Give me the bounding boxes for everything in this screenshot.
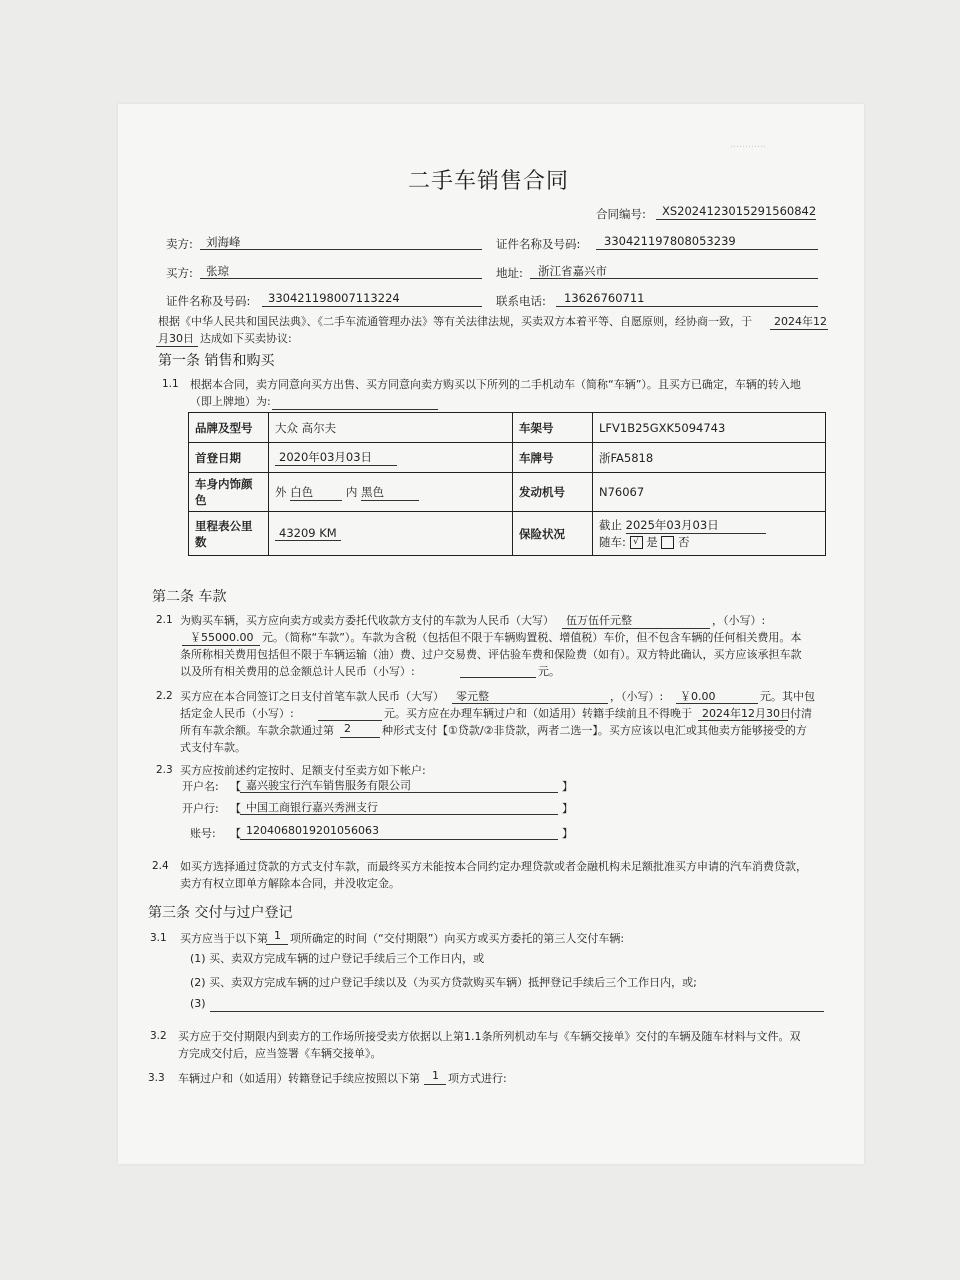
clause-2-2-num: 2.2 (156, 690, 173, 702)
clause-2-3-num: 2.3 (156, 764, 173, 776)
clause-3-1-l1a: 买方应当于以下第 (180, 932, 268, 945)
bank-label: 开户行: (182, 802, 219, 815)
clause-2-1-total-underline (460, 677, 536, 678)
clause-3-2-num: 3.2 (150, 1030, 167, 1042)
account-no-label: 账号: (190, 827, 216, 840)
engine-value: N76067 (593, 473, 826, 512)
no-checkbox[interactable] (661, 536, 674, 549)
date1-underline (770, 329, 828, 330)
bank-lbracket: 【 (230, 802, 241, 815)
address-value: 浙江省嘉兴市 (538, 264, 607, 278)
yes-check-mark: √ (633, 537, 639, 547)
seller-id-value: 330421197808053239 (604, 234, 736, 248)
deadline-underline (698, 720, 788, 721)
mileage-value: 43209 KM (275, 526, 341, 541)
address-label: 地址: (496, 266, 523, 280)
date2-underline (156, 346, 198, 347)
outer-color-value: 白色 (290, 484, 342, 501)
account-no-rbracket: 】 (562, 827, 573, 840)
seller-id-label: 证件名称及号码: (496, 237, 581, 251)
reg-date-value: 2020年03月03日 (275, 449, 397, 466)
yes-checkbox[interactable] (630, 536, 643, 549)
contract-no-label: 合同编号: (596, 207, 646, 221)
clause-2-1-small: ￥55000.00 (190, 631, 254, 644)
section3-title: 第三条 交付与过户登记 (148, 905, 293, 921)
clause-2-2-small-underline (676, 703, 758, 704)
seller-id-underline (596, 249, 818, 250)
clause-2-4-num: 2.4 (152, 860, 169, 872)
clause-3-1-option3: (3) (190, 997, 206, 1010)
mileage-label: 里程表公里数 (189, 512, 269, 556)
clause-3-1-opt-underline (266, 944, 288, 945)
account-name-value: 嘉兴骏宝行汽车销售服务有限公司 (246, 779, 411, 792)
clause-3-3-l1a: 车辆过户和（如适用）转籍登记手续应按照以下第 (178, 1072, 420, 1085)
clause-2-2-deadline: 2024年12月30日 (702, 707, 791, 720)
account-no-underline (240, 839, 558, 840)
clause-1-1-line2: （即上牌地）为: (190, 395, 271, 408)
with-car-label: 随车: (599, 535, 626, 549)
buyer-id-label: 证件名称及号码: (166, 294, 251, 308)
vin-label: 车架号 (513, 413, 593, 443)
bank-value: 中国工商银行嘉兴秀洲支行 (246, 801, 378, 814)
deposit-underline (318, 720, 382, 721)
clause-2-2-l3b: 种形式支付【①贷款/②非贷款，两者二选一】。买方应该以电汇或其他卖方能够接受的方 (382, 724, 807, 737)
section2-title: 第二条 车款 (152, 589, 227, 605)
clause-2-2-l3a: 所有车款余额。车款余款通过第 (180, 724, 334, 737)
clause-3-3-num: 3.3 (148, 1072, 165, 1084)
buyer-value: 张琼 (206, 264, 229, 278)
color-label: 车身内饰颜色 (189, 473, 269, 512)
page-title: 二手车销售合同 (408, 169, 570, 194)
buyer-label: 买方: (166, 266, 193, 280)
clause-2-4-l1: 如买方选择通过贷款的方式支付车款，而最终买方未能按本合同约定办理贷款或者金融机构未足额批准买方申请的汽车消费贷款， (180, 860, 807, 873)
clause-2-1-l1a: 为购买车辆，买方应向卖方或卖方委托代收款方支付的车款为人民币（大写） (180, 614, 554, 627)
payment-option-underline (340, 737, 380, 738)
insurance-label: 保险状况 (513, 512, 593, 556)
clause-3-3-opt: 1 (432, 1069, 439, 1082)
brand-value: 大众 高尔夫 (269, 413, 513, 443)
clause-3-1-option1: (1) 买、卖双方完成车辆的过户登记手续后三个工作日内，或 (190, 952, 485, 965)
phone-value: 13626760711 (564, 291, 645, 305)
account-no-value: 1204068019201056063 (246, 824, 379, 837)
clause-2-1-l4a: 以及所有相关费用的总金额总计人民币（小写）: (180, 665, 415, 678)
clause-3-1-option2: (2) 买、卖双方完成车辆的过户登记手续以及（为买方贷款购买车辆）抵押登记手续后三个工作日内，或; (190, 976, 697, 989)
clause-2-2-opt: 2 (344, 722, 351, 735)
plate-label: 车牌号 (513, 443, 593, 473)
inner-color-label: 内 (345, 484, 358, 499)
clause-2-1-upper: 伍万伍仟元整 (566, 614, 632, 627)
plate-value: 浙FA5818 (593, 443, 826, 473)
clause-2-2-small: ￥0.00 (680, 690, 716, 703)
clause-3-1-l1b: 项所确定的时间（“交付期限”）向买方或买方委托的第三人交付车辆: (290, 932, 625, 945)
clause-2-2-l4: 式支付车款。 (180, 741, 246, 754)
contract-no-value: XS2024123015291560842 (662, 204, 817, 218)
clause-2-3-l1: 买方应按前述约定按时、足额支付至卖方如下帐户: (180, 764, 426, 777)
clause-1-1-line1: 根据本合同，卖方同意向买方出售、买方同意向卖方购买以下所列的二手机动车（简称“车辆”）。且买方已确定，车辆的转入地 (190, 378, 801, 391)
clause-2-1-l3: 条所称相关费用包括但不限于车辆运输（油）费、过户交易费、评估验车费和保险费（如有）。双方特此确认，买方应该承担车款 (180, 648, 802, 661)
bleed-through-text: ………… (730, 140, 766, 150)
clause-2-2-upper: 零元整 (456, 690, 489, 703)
insurance-until-value: 2025年03月03日 (626, 517, 766, 534)
account-name-label: 开户名: (182, 780, 219, 793)
clause-2-2-l2c: 付清 (790, 707, 812, 720)
clause-2-1-l1b: ，（小写）: (712, 614, 766, 627)
registration-place-underline (272, 409, 438, 410)
vin-value: LFV1B25GXK5094743 (593, 413, 826, 443)
account-name-rbracket: 】 (562, 780, 573, 793)
clause-2-1-l2: 元。（简称“车款”）。车款为含税（包括但不限于车辆购置税、增值税）车价，但不包含车辆的任何相关费用。本 (262, 631, 802, 644)
clause-3-1-option3-underline (210, 1011, 824, 1012)
buyer-id-underline (262, 306, 482, 307)
seller-underline (200, 249, 482, 250)
buyer-underline (200, 278, 482, 279)
no-label: 否 (678, 535, 690, 549)
clause-3-3-l1b: 项方式进行: (448, 1072, 507, 1085)
clause-2-2-l1b: ，（小写）: (610, 690, 664, 703)
preamble-line1: 根据《中华人民共和国民法典》、《二手车流通管理办法》等有关法律法规，买卖双方本着平等、自愿原则，经协商一致，于 (158, 315, 752, 328)
account-name-underline (240, 792, 558, 793)
phone-underline (556, 306, 818, 307)
buyer-id-value: 330421198007113224 (268, 291, 400, 305)
account-name-lbracket: 【 (230, 780, 241, 793)
clause-2-2-upper-underline (452, 703, 608, 704)
brand-label: 品牌及型号 (189, 413, 269, 443)
bank-rbracket: 】 (562, 802, 573, 815)
clause-3-2-l1: 买方应于交付期限内到卖方的工作场所接受卖方依据以上第1.1条所列机动车与《车辆交接单》交付的车辆及随车材料与文件。双 (178, 1030, 801, 1043)
seller-label: 卖方: (166, 237, 193, 251)
yes-label: 是 (646, 535, 658, 549)
clause-3-1-opt: 1 (274, 929, 281, 942)
clause-1-1-num: 1.1 (162, 378, 179, 390)
section1-title: 第一条 销售和购买 (158, 353, 275, 369)
clause-3-2-l2: 方完成交付后，应当签署《车辆交接单》。 (178, 1047, 382, 1060)
inner-color-value: 黑色 (361, 484, 419, 501)
outer-color-label: 外 (275, 484, 287, 499)
address-underline (530, 278, 818, 279)
clause-2-4-l2: 卖方有权立即单方解除本合同，并没收定金。 (180, 877, 400, 890)
clause-3-1-num: 3.1 (150, 932, 167, 944)
preamble-date1: 2024年12 (774, 315, 827, 328)
engine-label: 发动机号 (513, 473, 593, 512)
insurance-until-label: 截止 (599, 518, 622, 532)
preamble-date2: 月30日 (158, 332, 194, 345)
clause-2-2-l2a: 括定金人民币（小写）: (180, 707, 294, 720)
phone-label: 联系电话: (496, 294, 546, 308)
clause-2-1-l4b: 元。 (538, 665, 560, 678)
clause-2-2-l1a: 买方应在本合同签订之日支付首笔车款人民币（大写） (180, 690, 444, 703)
seller-value: 刘海峰 (206, 235, 241, 249)
reg-date-label: 首登日期 (189, 443, 269, 473)
clause-2-2-l2b: 元。买方应在办理车辆过户和（如适用）转籍手续前且不得晚于 (384, 707, 692, 720)
clause-2-1-num: 2.1 (156, 614, 173, 626)
clause-3-3-opt-underline (424, 1084, 446, 1085)
clause-2-2-l1c: 元。其中包 (760, 690, 815, 703)
contract-no-underline (656, 219, 816, 220)
account-no-lbracket: 【 (230, 827, 241, 840)
bank-underline (240, 814, 558, 815)
preamble-line2: 达成如下买卖协议: (200, 332, 292, 345)
vehicle-info-table (188, 412, 826, 556)
